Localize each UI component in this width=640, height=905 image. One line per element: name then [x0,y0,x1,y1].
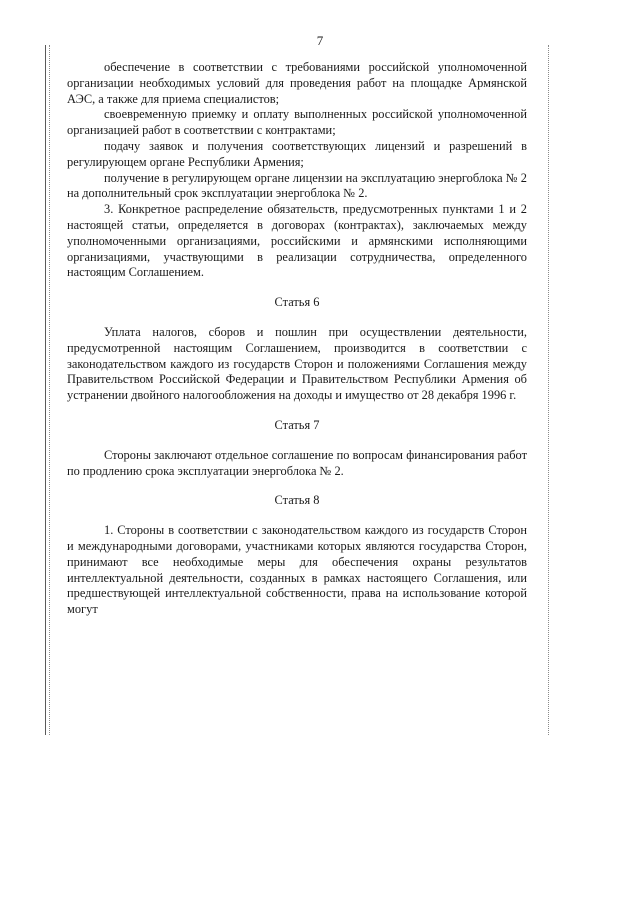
paragraph-applications-licenses: подачу заявок и получения соответствующих лицензий и разрешений в регулирующем органе Республики Армения; [67,138,527,169]
article-8-text: 1. Стороны в соответствии с законодательством каждого из государств Сторон и международными договорами, участниками которых являются государства Сторон, принимают все необходимые меры для обеспечения охраны результатов интеллектуальной деятельности, созданных в рамках настоящего Соглашения, или предшествующей интеллектуальной собственности, права на использование которой могут [67,523,527,617]
paragraph-license-receipt: получение в регулирующем органе лицензии на эксплуатацию энергоблока № 2 на дополнительный срок эксплуатации энергоблока № 2. [67,170,527,201]
article-8-heading: Статья 8 [274,493,320,508]
paragraph-acceptance-payment: своевременную приемку и оплату выполненных российской уполномоченной организацией работ в соответствии с контрактами; [67,107,527,138]
article-6-heading: Статья 6 [274,295,320,310]
binding-edge-left [45,45,50,735]
article-6-text: Уплата налогов, сборов и пошлин при осуществлении деятельности, предусмотренной настоящим Соглашением, производится в соответствии с законодательством каждого из государств Сторон и положениями Соглашения между Правительством Российской Федерации и Правительством Республики Армения об устранении двойного налогообложения на доходы и имущество от 28 декабря 1996 г. [67,324,527,403]
page-number: 7 [316,33,324,48]
document-body [67,60,527,618]
article-7-heading: Статья 7 [274,417,320,432]
article-7-text: Стороны заключают отдельное соглашение по вопросам финансирования работ по продлению срока эксплуатации энергоблока № 2. [67,447,527,478]
paragraph-provision-conditions: обеспечение в соответствии с требованиями российской уполномоченной организации необходимых условий для проведения работ на площадке Армянской АЭС, а также для приема специалистов; [67,60,527,106]
binding-edge-right [548,45,551,735]
paragraph-item-3: 3. Конкретное распределение обязательств, предусмотренных пунктами 1 и 2 настоящей статьи, определяется в договорах (контрактах), заключаемых между уполномоченными организациями, российскими и армянскими исполняющими организациями, участвующими в реализации сотрудничества, определенного настоящим Соглашением. [67,202,527,280]
